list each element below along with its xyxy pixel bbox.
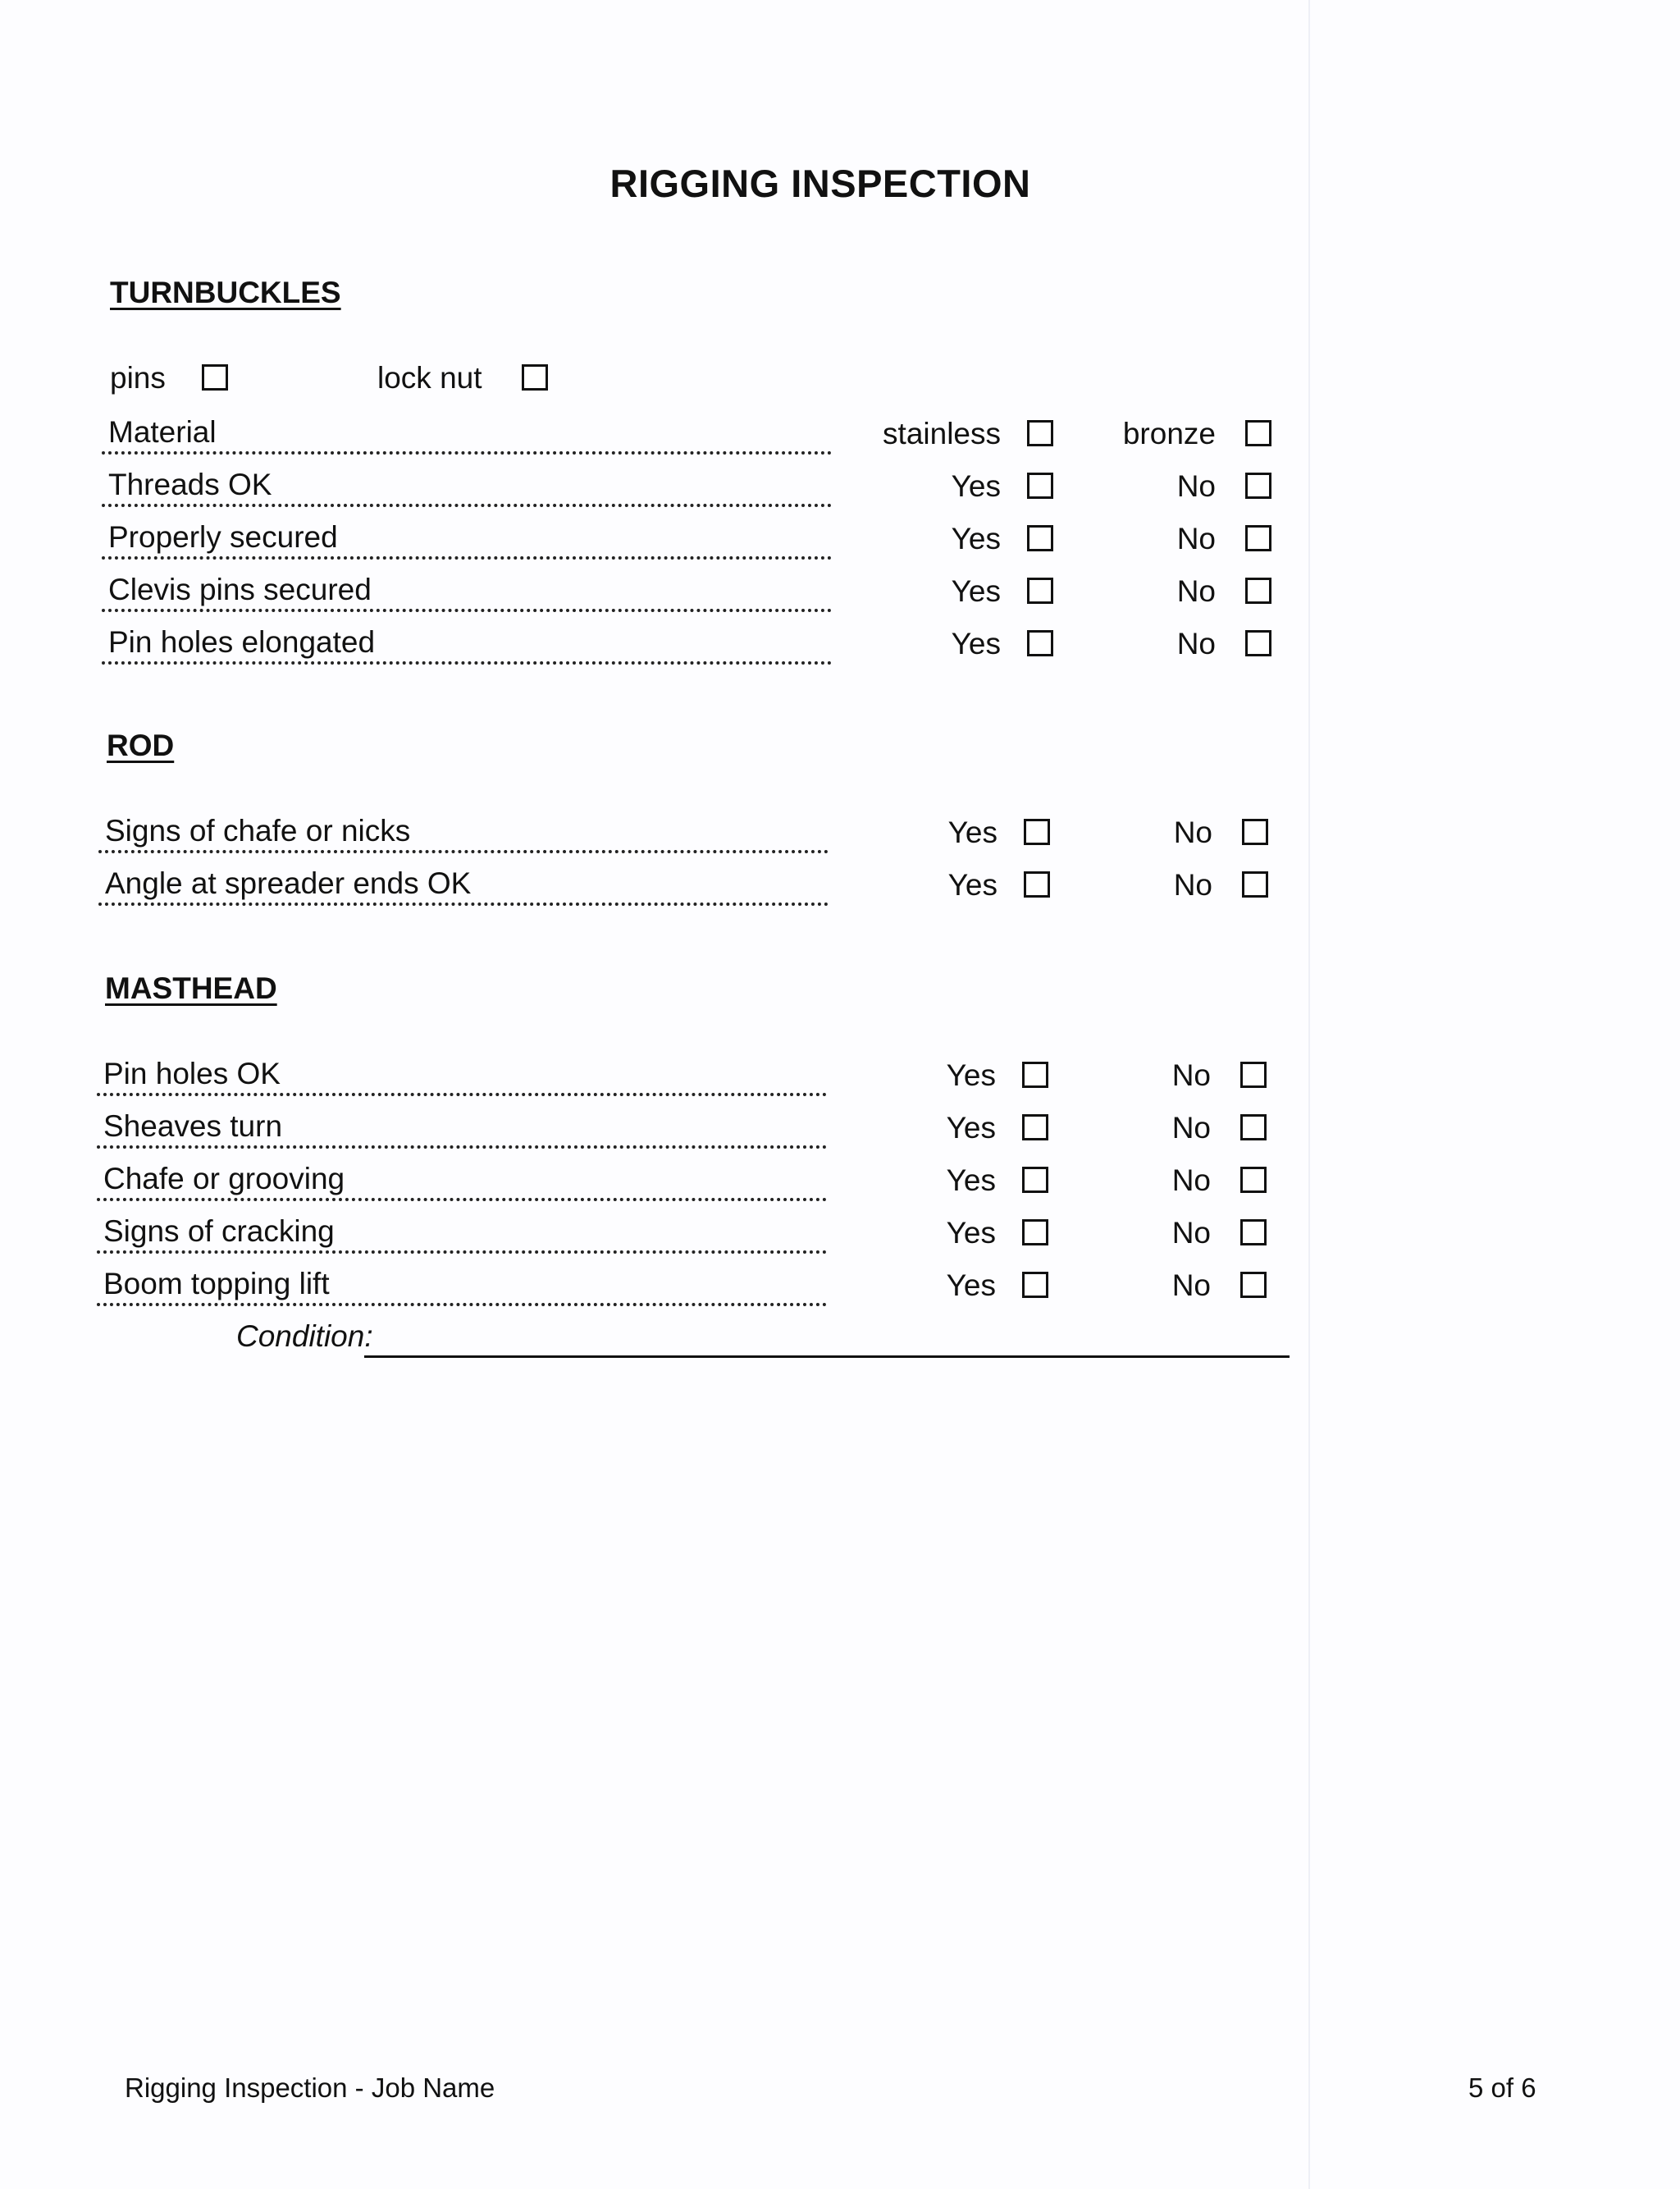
pins-checkbox[interactable] xyxy=(202,364,228,391)
option-yes-label: Yes xyxy=(946,1111,996,1145)
row-pin-holes-elongated xyxy=(0,612,1680,665)
no-checkbox[interactable] xyxy=(1240,1272,1267,1298)
masthead-heading: MASTHEAD xyxy=(105,971,277,1005)
no-checkbox[interactable] xyxy=(1240,1167,1267,1193)
yes-checkbox[interactable] xyxy=(1022,1167,1048,1193)
yes-checkbox[interactable] xyxy=(1022,1219,1048,1245)
no-checkbox[interactable] xyxy=(1245,473,1271,499)
row-label: Clevis pins secured xyxy=(108,573,372,606)
yes-checkbox[interactable] xyxy=(1027,578,1053,604)
option-no-label: No xyxy=(1176,574,1216,608)
row-label: Material xyxy=(108,415,217,449)
no-checkbox[interactable] xyxy=(1240,1114,1267,1140)
row-threads-ok xyxy=(0,455,1680,507)
row-sheaves-turn xyxy=(0,1096,1680,1149)
pins-label: pins xyxy=(110,361,166,395)
option-yes-label: Yes xyxy=(947,868,998,902)
option-no-label: No xyxy=(1176,627,1216,660)
row-label: Signs of cracking xyxy=(103,1214,335,1248)
option-no-label: No xyxy=(1173,868,1212,902)
option-yes-label: Yes xyxy=(951,627,1001,660)
yes-checkbox[interactable] xyxy=(1027,473,1053,499)
option-yes-label: Yes xyxy=(946,1216,996,1250)
option-yes-label: Yes xyxy=(946,1268,996,1302)
option-no-label: No xyxy=(1176,522,1216,555)
no-checkbox[interactable] xyxy=(1245,578,1271,604)
yes-checkbox[interactable] xyxy=(1024,871,1050,898)
page-title: RIGGING INSPECTION xyxy=(609,162,1031,205)
row-label: Properly secured xyxy=(108,520,338,554)
option-no-label: No xyxy=(1171,1268,1211,1302)
yes-checkbox[interactable] xyxy=(1027,525,1053,551)
no-checkbox[interactable] xyxy=(1242,871,1268,898)
option-yes-label: Yes xyxy=(946,1163,996,1197)
row-label: Angle at spreader ends OK xyxy=(105,866,472,900)
option-no-label: No xyxy=(1171,1058,1211,1092)
yes-checkbox[interactable] xyxy=(1022,1272,1048,1298)
yes-checkbox[interactable] xyxy=(1027,630,1053,656)
condition-input-line[interactable] xyxy=(364,1355,1290,1358)
footer-page-number: 5 of 6 xyxy=(1468,2072,1536,2103)
row-chafe-or-grooving xyxy=(0,1149,1680,1201)
option-stainless-label: stainless xyxy=(883,417,1001,450)
row-signs-of-chafe-or-nicks xyxy=(0,801,1680,853)
row-boom-topping-lift xyxy=(0,1254,1680,1306)
option-no-label: No xyxy=(1171,1163,1211,1197)
row-clevis-pins-secured xyxy=(0,560,1680,612)
footer-document-name: Rigging Inspection - Job Name xyxy=(125,2072,495,2103)
yes-checkbox[interactable] xyxy=(1022,1114,1048,1140)
rod-heading: ROD xyxy=(107,729,175,762)
row-label: Sheaves turn xyxy=(103,1109,283,1143)
row-properly-secured xyxy=(0,507,1680,560)
lock-nut-checkbox[interactable] xyxy=(522,364,548,391)
row-label: Threads OK xyxy=(108,468,272,501)
row-label: Signs of chafe or nicks xyxy=(105,814,411,848)
no-checkbox[interactable] xyxy=(1242,819,1268,845)
stainless-checkbox[interactable] xyxy=(1027,420,1053,446)
lock-nut-label: lock nut xyxy=(377,361,482,395)
row-label: Pin holes OK xyxy=(103,1057,281,1090)
no-checkbox[interactable] xyxy=(1245,525,1271,551)
no-checkbox[interactable] xyxy=(1240,1219,1267,1245)
row-pin-holes-ok xyxy=(0,1044,1680,1096)
option-no-label: No xyxy=(1173,816,1212,849)
row-material xyxy=(0,402,1680,455)
turnbuckles-heading: TURNBUCKLES xyxy=(110,276,341,309)
option-yes-label: Yes xyxy=(946,1058,996,1092)
option-yes-label: Yes xyxy=(947,816,998,849)
yes-checkbox[interactable] xyxy=(1024,819,1050,845)
option-yes-label: Yes xyxy=(951,522,1001,555)
bronze-checkbox[interactable] xyxy=(1245,420,1271,446)
no-checkbox[interactable] xyxy=(1240,1062,1267,1088)
yes-checkbox[interactable] xyxy=(1022,1062,1048,1088)
row-label: Pin holes elongated xyxy=(108,625,376,659)
row-signs-of-cracking xyxy=(0,1201,1680,1254)
row-label: Chafe or grooving xyxy=(103,1162,345,1195)
option-no-label: No xyxy=(1171,1111,1211,1145)
row-angle-at-spreader-ends-ok xyxy=(0,853,1680,906)
option-bronze-label: bronze xyxy=(1122,417,1216,450)
no-checkbox[interactable] xyxy=(1245,630,1271,656)
option-yes-label: Yes xyxy=(951,469,1001,503)
condition-label: Condition: xyxy=(236,1319,373,1353)
option-yes-label: Yes xyxy=(951,574,1001,608)
dotted-leader xyxy=(97,1303,827,1306)
dotted-leader xyxy=(102,661,832,665)
row-label: Boom topping lift xyxy=(103,1267,330,1300)
option-no-label: No xyxy=(1171,1216,1211,1250)
dotted-leader xyxy=(98,903,829,906)
option-no-label: No xyxy=(1176,469,1216,503)
